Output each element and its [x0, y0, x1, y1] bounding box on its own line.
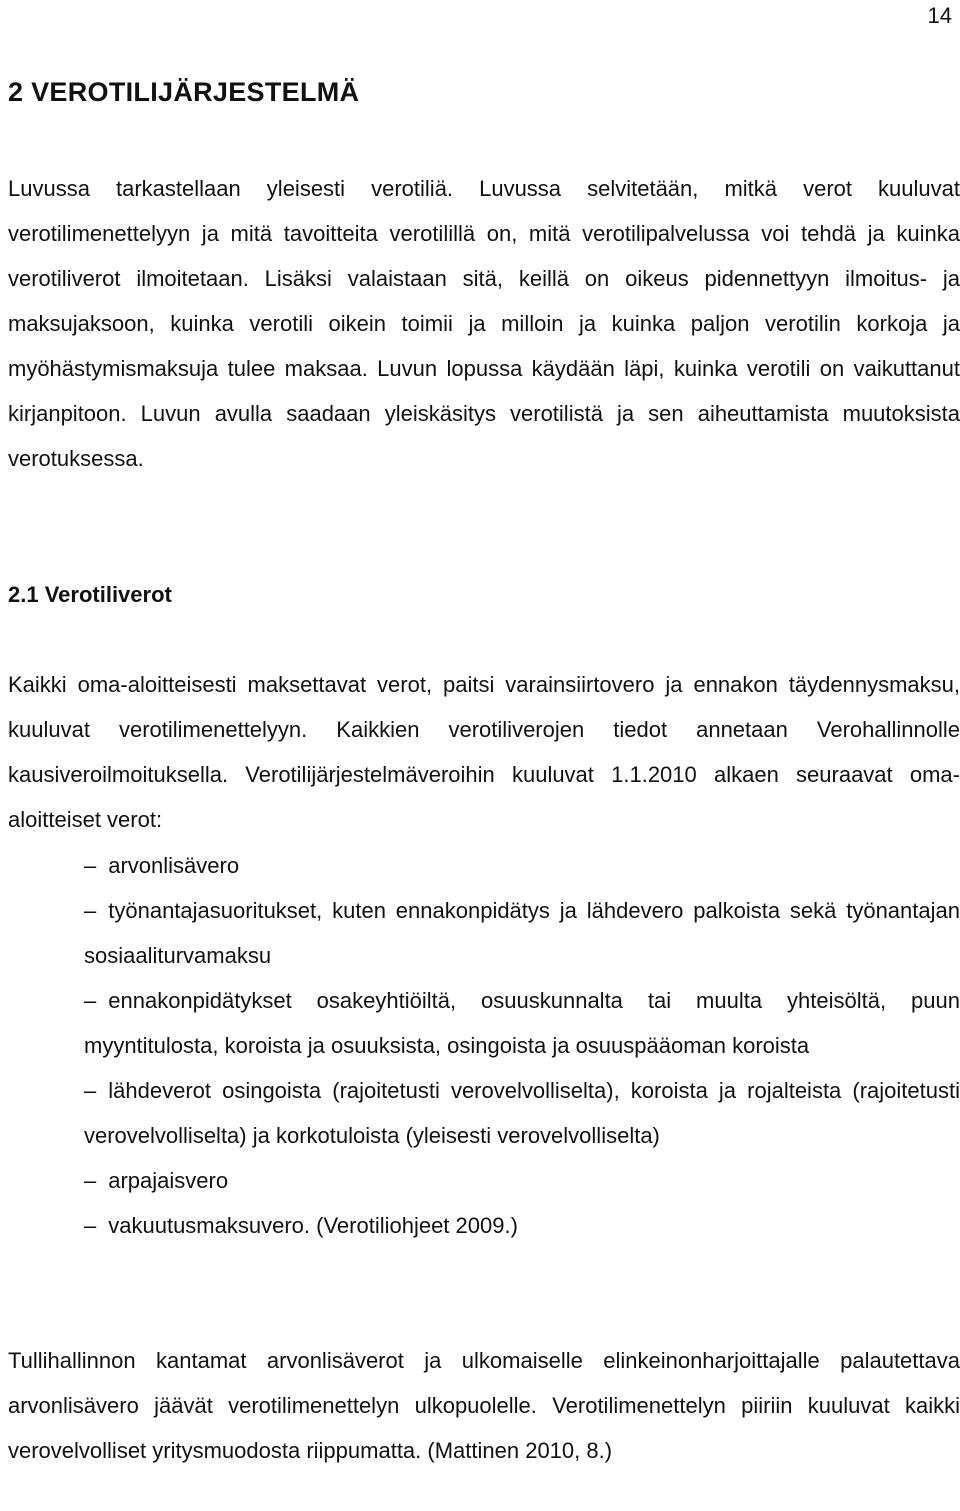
list-item: [84, 1203, 960, 1248]
list-item-text: työnantajasuoritukset, kuten ennakonpidätys ja lähdevero palkoista sekä työnantajan sosiaaliturvamaksu: [84, 898, 960, 968]
page-number: 14: [927, 3, 952, 28]
list-item: [84, 888, 960, 978]
dash-bullet: –: [84, 1213, 97, 1238]
dash-bullet: –: [84, 1078, 97, 1103]
intro-paragraph: Luvussa tarkastellaan yleisesti verotiliä. Luvussa selvitetään, mitkä verot kuuluvat verotilimenettelyyn ja mitä tavoitteita verotilillä on, mitä verotilipalvelussa voi tehdä ja kuinka verotiliverot ilmoitetaan. Lisäksi valaistaan sitä, keillä on oikeus pidennettyyn ilmoitus- ja maksujaksoon, kuinka verotili oikein toimii ja milloin ja kuinka paljon verotilin korkoja ja myöhästymismaksuja tulee maksaa. Luvun lopussa käydään läpi, kuinka verotili on vaikuttanut kirjanpitoon. Luvun avulla saadaan yleiskäsitys verotilistä ja sen aiheuttamista muutoksista verotuksessa.: [8, 176, 960, 471]
list-item: [84, 843, 960, 888]
dash-bullet: –: [84, 1168, 97, 1193]
dash-bullet: –: [84, 898, 97, 923]
list-item-text: vakuutusmaksuvero. (Verotiliohjeet 2009.): [108, 1213, 518, 1238]
chapter-title: 2 VEROTILIJÄRJESTELMÄ: [8, 77, 360, 107]
list-item-text: arvonlisävero: [108, 853, 240, 878]
closing-paragraph: Tullihallinnon kantamat arvonlisäverot ja ulkomaiselle elinkeinonharjoittajalle palautettava arvonlisävero jäävät verotilimenettelyn ulkopuolelle. Verotilimenettelyn piiriin kuuluvat kaikki verovelvolliset yritysmuodosta riippumatta. (Mattinen 2010, 8.): [8, 1348, 960, 1463]
list-item-text: lähdeverot osingoista (rajoitetusti verovelvolliselta), koroista ja rojalteista (rajoitetusti verovelvolliselta) ja korkotuloista (yleisesti verovelvolliselta): [84, 1078, 960, 1148]
dash-bullet: –: [84, 853, 97, 878]
list-item-text: ennakonpidätykset osakeyhtiöiltä, osuuskunnalta tai muulta yhteisöltä, puun myyntitulosta, koroista ja osuuksista, osingoista ja osuuspääoman koroista: [84, 988, 960, 1058]
tax-list: [84, 843, 960, 1248]
dash-bullet: –: [84, 988, 97, 1013]
list-item: [84, 1158, 960, 1203]
section-paragraph: Kaikki oma-aloitteisesti maksettavat verot, paitsi varainsiirtovero ja ennakon täydennysmaksu, kuuluvat verotilimenettelyyn. Kaikkien verotiliverojen tiedot annetaan Verohallinnolle kausiveroilmoituksella. Verotilijärjestelmäveroihin kuuluvat 1.1.2010 alkaen seuraavat oma-aloitteiset verot:: [8, 672, 960, 832]
list-item: [84, 978, 960, 1068]
list-item: [84, 1068, 960, 1158]
list-item-text: arpajaisvero: [108, 1168, 229, 1193]
section-title: 2.1 Verotiliverot: [8, 582, 172, 607]
